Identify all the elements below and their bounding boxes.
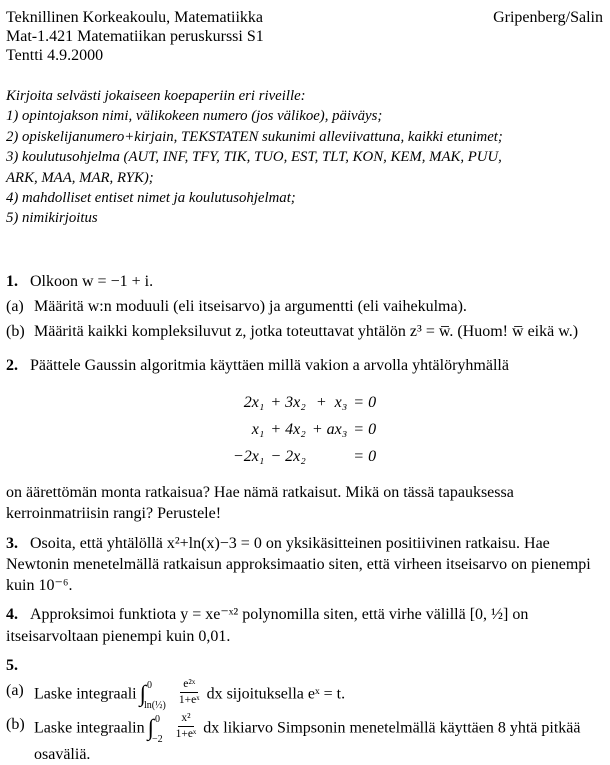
equation-rhs: = 0 — [353, 447, 377, 465]
q5-part-a — [6, 680, 603, 710]
integral-symbol: ∫ — [147, 715, 154, 741]
integral-lower-limit: −2 — [151, 733, 163, 745]
integral-upper-limit: 0 — [146, 679, 152, 691]
course-line: Mat-1.421 Matematiikan peruskurssi S1 — [6, 28, 264, 45]
equation-rhs: = 0 — [353, 393, 377, 411]
q4-paragraph — [6, 604, 603, 648]
instruction-item: 5) nimikirjoitus — [6, 210, 98, 227]
equation-system — [6, 389, 603, 470]
header-left — [6, 8, 264, 65]
question-3 — [6, 533, 603, 596]
fraction-numerator: x² — [178, 712, 193, 727]
instruction-item: 1) opintojakson nimi, välikokeen numero (jos välikoe), päiväys; — [6, 108, 383, 125]
instruction-item: 2) opiskelijanumero+kirjain, TEKSTATEN sukunimi alleviivattuna, kaikki etunimet; — [6, 128, 503, 145]
equation-term: x₁ — [251, 420, 265, 438]
q1-intro-line — [6, 271, 603, 292]
q3-number: 3. — [6, 534, 18, 552]
part-b-label: (b) — [6, 322, 25, 340]
q5b-lead-text: Laske integraalin — [34, 719, 145, 737]
q3-paragraph — [6, 533, 603, 596]
instruction-item-continuation: ARK, MAA, MAR, RYK); — [6, 169, 154, 186]
fraction-denominator: 1+eˣ — [175, 728, 197, 741]
exam-header — [6, 8, 603, 65]
integral-symbol: ∫ — [139, 681, 146, 707]
institution-line: Teknillinen Korkeakoulu, Matematiikka — [6, 9, 264, 26]
q2-number: 2. — [6, 356, 18, 374]
equation-rhs: = 0 — [353, 420, 377, 438]
equation-term: + x₃ — [315, 393, 348, 411]
question-4 — [6, 604, 603, 648]
question-5 — [6, 655, 603, 765]
equation-term: + 3x₂ — [270, 393, 306, 411]
equation-term: + ax₃ — [311, 420, 348, 438]
q5b-trail-text: dx likiarvo Simpsonin menetelmällä käyttäen 8 yhtä pitkää osaväliä. — [34, 719, 581, 763]
integral-lower-limit: ln(½) — [143, 699, 166, 711]
instruction-item: 4) mahdolliset entiset nimet ja koulutusohjelmat; — [6, 190, 296, 207]
q1-number: 1. — [6, 272, 18, 290]
fraction-denominator: 1+eˣ — [178, 694, 200, 707]
q3-text: Osoita, että yhtälöllä x²+ln(x)−3 = 0 on yksikäsitteinen positiivinen ratkaisu. Hae Newtonin menetelmällä ratkaisun approksimaatio siten, että virheen itseisarvo on pienempi kuin 10⁻⁶. — [6, 534, 591, 594]
part-a-text — [34, 680, 603, 710]
q2-outro: on äärettömän monta ratkaisua? Hae nämä ratkaisut. Mikä on tässä tapauksessa kerroinmatriisin rangi? Perustele! — [6, 483, 514, 522]
fraction — [176, 678, 203, 707]
equation-term: −2x₁ — [232, 447, 265, 465]
integral-limits — [151, 713, 166, 745]
q5a-trail-text: dx sijoituksella eˣ = t. — [206, 685, 346, 703]
q1-intro: Olkoon w = −1 + i. — [30, 272, 154, 290]
q1-part-b — [6, 321, 603, 342]
q4-number: 4. — [6, 605, 18, 623]
equation-term: − 2x₂ — [270, 447, 306, 465]
part-a-label: (a) — [6, 681, 24, 699]
equation-term: 2x₁ — [243, 393, 265, 411]
equation-row — [233, 443, 376, 470]
equation-row — [233, 416, 376, 443]
integral-upper-limit: 0 — [154, 713, 160, 725]
part-a-text: Määritä w:n moduuli (eli itseisarvo) ja argumentti (eli vaihekulma). — [34, 297, 467, 315]
equation-row — [233, 389, 376, 416]
q2-intro-line — [6, 355, 603, 376]
fraction-numerator: e²ˣ — [180, 678, 198, 693]
examiner-names: Gripenberg/Salin — [493, 9, 603, 26]
q2-intro: Päättele Gaussin algoritmia käyttäen millä vakion a arvolla yhtälöryhmällä — [30, 356, 509, 374]
part-b-label: (b) — [6, 715, 25, 733]
question-2 — [6, 355, 603, 524]
q4-text: Approksimoi funktiota y = xe⁻ˣ² polynomilla siten, että virhe välillä [0, ½] on itseisarvoltaan pienempi kuin 0,01. — [6, 605, 529, 645]
q5-heading — [6, 655, 603, 676]
instruction-item: 3) koulutusohjelma (AUT, INF, TFY, TIK, TUO, EST, TLT, KON, KEM, MAK, PUU, — [6, 149, 502, 166]
q5-part-b — [6, 714, 603, 765]
integral-limits — [143, 679, 169, 711]
instruction-intro: Kirjoita selvästi jokaiseen koepaperiin eri riveille: — [6, 88, 306, 104]
exam-date-line: Tentti 4.9.2000 — [6, 47, 104, 64]
fraction — [173, 712, 200, 741]
q5a-lead-text: Laske integraali — [34, 685, 137, 703]
equation-term — [306, 443, 347, 470]
part-a-label: (a) — [6, 297, 24, 315]
question-1 — [6, 271, 603, 342]
part-b-text: Määritä kaikki kompleksiluvut z, jotka toteuttavat yhtälön z³ = w̅. (Huom! w̅ eikä w.) — [34, 322, 579, 340]
part-b-text — [34, 714, 603, 765]
instructions-block — [6, 86, 603, 229]
equation-term: + 4x₂ — [270, 420, 306, 438]
q5-number: 5. — [6, 656, 18, 674]
q1-part-a — [6, 296, 603, 317]
